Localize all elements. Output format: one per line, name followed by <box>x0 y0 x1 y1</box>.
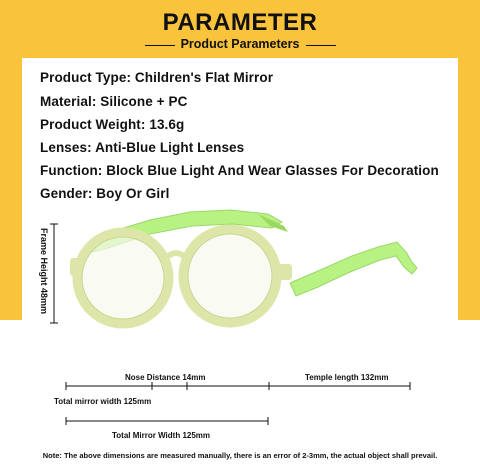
spec-product-weight: Product Weight: 13.6g <box>40 117 185 132</box>
temple-length-label: Temple length 132mm <box>305 373 389 382</box>
spec-lenses: Lenses: Anti-Blue Light Lenses <box>40 140 245 155</box>
frame-height-label: Frame Height 48mm <box>39 228 49 315</box>
right-hinge <box>274 264 292 280</box>
spec-material: Material: Silicone + PC <box>40 94 188 109</box>
spec-product-type: Product Type: Children's Flat Mirror <box>40 70 274 85</box>
spec-function: Function: Block Blue Light And Wear Glasses For Decoration <box>40 163 439 178</box>
right-temple <box>290 242 417 296</box>
spec-gender: Gender: Boy Or Girl <box>40 186 170 201</box>
left-lens <box>77 232 169 324</box>
nose-bridge <box>166 253 186 258</box>
right-lens <box>183 229 277 323</box>
page-subtitle: Product Parameters <box>180 37 300 51</box>
nose-distance-label: Nose Distance 14mm <box>125 373 206 382</box>
measurement-note: Note: The above dimensions are measured manually, there is an error of 2-3mm, the actual object shall prevail. <box>42 451 438 460</box>
left-hinge <box>70 258 80 276</box>
total-mirror-width-label: Total Mirror Width 125mm <box>112 431 211 440</box>
mirror-width-label: Total mirror width 125mm <box>54 397 152 406</box>
page-title: PARAMETER <box>162 9 318 36</box>
